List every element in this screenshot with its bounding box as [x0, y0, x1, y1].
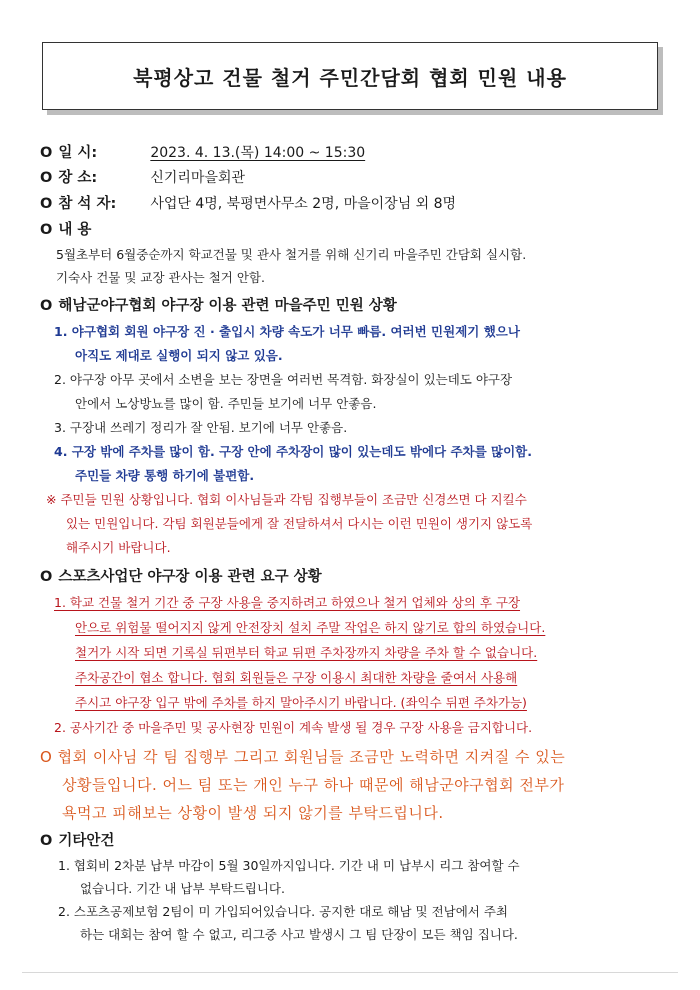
content-line: 기숙사 건물 및 교장 관사는 철거 안함.	[56, 270, 265, 285]
section2-item: 안으로 위험물 떨어지지 않게 안전장치 설치 주말 작업은 하지 않기로 합의 하였습니다.	[75, 620, 546, 635]
date-row	[40, 141, 365, 162]
section2-item: 주시고 야구장 입구 밖에 주차를 하지 말아주시기 바랍니다. (좌익수 뒤편 주차가능)	[75, 695, 527, 710]
attendees-label: 참 석 자:	[58, 196, 117, 212]
appeal-line: 욕먹고 피해보는 상황이 발생 되지 않기를 부탁드립니다.	[62, 804, 444, 822]
place-value: 신기리마을회관	[150, 170, 245, 186]
section1-notice: ※ 주민들 민원 상황입니다. 협회 이사님들과 각팀 집행부들이 조금만 신경쓰면 다 지킬수	[46, 492, 527, 507]
bullet-icon: O	[40, 222, 53, 238]
section3-item: 없습니다. 기간 내 납부 부탁드립니다.	[80, 881, 285, 896]
content-row	[40, 218, 91, 239]
section2-item: 2. 공사기간 중 마을주민 및 공사현장 민원이 계속 발생 될 경우 구장 사용을 금지합니다.	[54, 720, 533, 735]
section1-item: 안에서 노상방뇨를 많이 함. 주민들 보기에 너무 안좋음.	[75, 396, 377, 411]
appeal-line: O 협회 이사님 각 팀 집행부 그리고 회원님들 조금만 노력하면 지켜질 수 있는	[40, 748, 566, 766]
section1-item: 4. 구장 밖에 주차를 많이 함. 구장 안에 주차장이 많이 있는데도 밖에다 주차를 많이함.	[54, 444, 532, 459]
bullet-icon: O	[40, 170, 53, 186]
section1-notice: 해주시기 바랍니다.	[66, 540, 171, 555]
section3-item: 하는 대회는 참여 할 수 없고, 리그중 사고 발생시 그 팀 단장이 모든 책임 집니다.	[80, 927, 518, 942]
section3-heading-text: 기타안건	[58, 833, 115, 849]
content-label: 내 용	[58, 222, 92, 238]
section2-item: 주차공간이 협소 합니다. 협회 회원들은 구장 이용시 최대한 차량을 줄여서 사용해	[75, 670, 518, 685]
section1-heading	[40, 294, 397, 315]
section2-heading	[40, 565, 322, 586]
bullet-icon: O	[40, 145, 53, 161]
section1-notice: 있는 민원입니다. 각팀 회원분들에게 잘 전달하셔서 다시는 이런 민원이 생기지 않도록	[66, 516, 533, 531]
place-row	[40, 166, 245, 187]
attendees-value: 사업단 4명, 북평면사무소 2명, 마을이장님 외 8명	[150, 196, 457, 212]
section3-item: 2. 스포츠공제보험 2팀이 미 가입되어있습니다. 공지한 대로 해남 및 전남에서 주최	[58, 904, 508, 919]
attendees-row	[40, 192, 456, 213]
date-value: 2023. 4. 13.(목) 14:00 ~ 15:30	[150, 145, 366, 161]
section1-item: 3. 구장내 쓰레기 정리가 잘 안됨. 보기에 너무 안좋음.	[54, 420, 348, 435]
section3-item: 1. 협회비 2차분 납부 마감이 5월 30일까지입니다. 기간 내 미 납부시 리그 참여할 수	[58, 858, 520, 873]
section1-item: 2. 야구장 아무 곳에서 소변을 보는 장면을 여러번 목격함. 화장실이 있는데도 야구장	[54, 372, 513, 387]
section2-item: 철거가 시작 되면 기록실 뒤편부터 학교 뒤편 주차장까지 차량을 주차 할 수 없습니다.	[75, 645, 538, 660]
document-title: 북평상고 건물 철거 주민간담회 협회 민원 내용	[43, 43, 657, 109]
title-box	[42, 42, 658, 110]
section2-heading-text: 스포츠사업단 야구장 이용 관련 요구 상황	[58, 569, 322, 585]
content-line: 5월초부터 6월중순까지 학교건물 및 관사 철거를 위해 신기리 마을주민 간담회 실시함.	[56, 247, 527, 262]
appeal-line: 상황들입니다. 어느 팀 또는 개인 누구 하나 때문에 해남군야구협회 전부가	[62, 776, 565, 794]
section1-heading-text: 해남군야구협회 야구장 이용 관련 마을주민 민원 상황	[58, 298, 397, 314]
section1-item: 아직도 제대로 실행이 되지 않고 있음.	[75, 348, 283, 363]
section1-item: 주민들 차량 통행 하기에 불편함.	[75, 468, 255, 483]
bullet-icon: O	[40, 298, 53, 314]
bullet-icon: O	[40, 196, 53, 212]
section2-item: 1. 학교 건물 철거 기간 중 구장 사용을 중지하려고 하였으나 철거 업체와 상의 후 구장	[54, 595, 521, 610]
section1-item: 1. 야구협회 회원 야구장 진 · 출입시 차량 속도가 너무 빠름. 여러번 민원제기 했으나	[54, 324, 520, 339]
section3-heading	[40, 829, 114, 850]
date-label: 일 시:	[58, 145, 98, 161]
bullet-icon: O	[40, 569, 53, 585]
page-bottom-divider	[22, 972, 678, 973]
place-label: 장 소:	[58, 170, 98, 186]
bullet-icon: O	[40, 833, 53, 849]
